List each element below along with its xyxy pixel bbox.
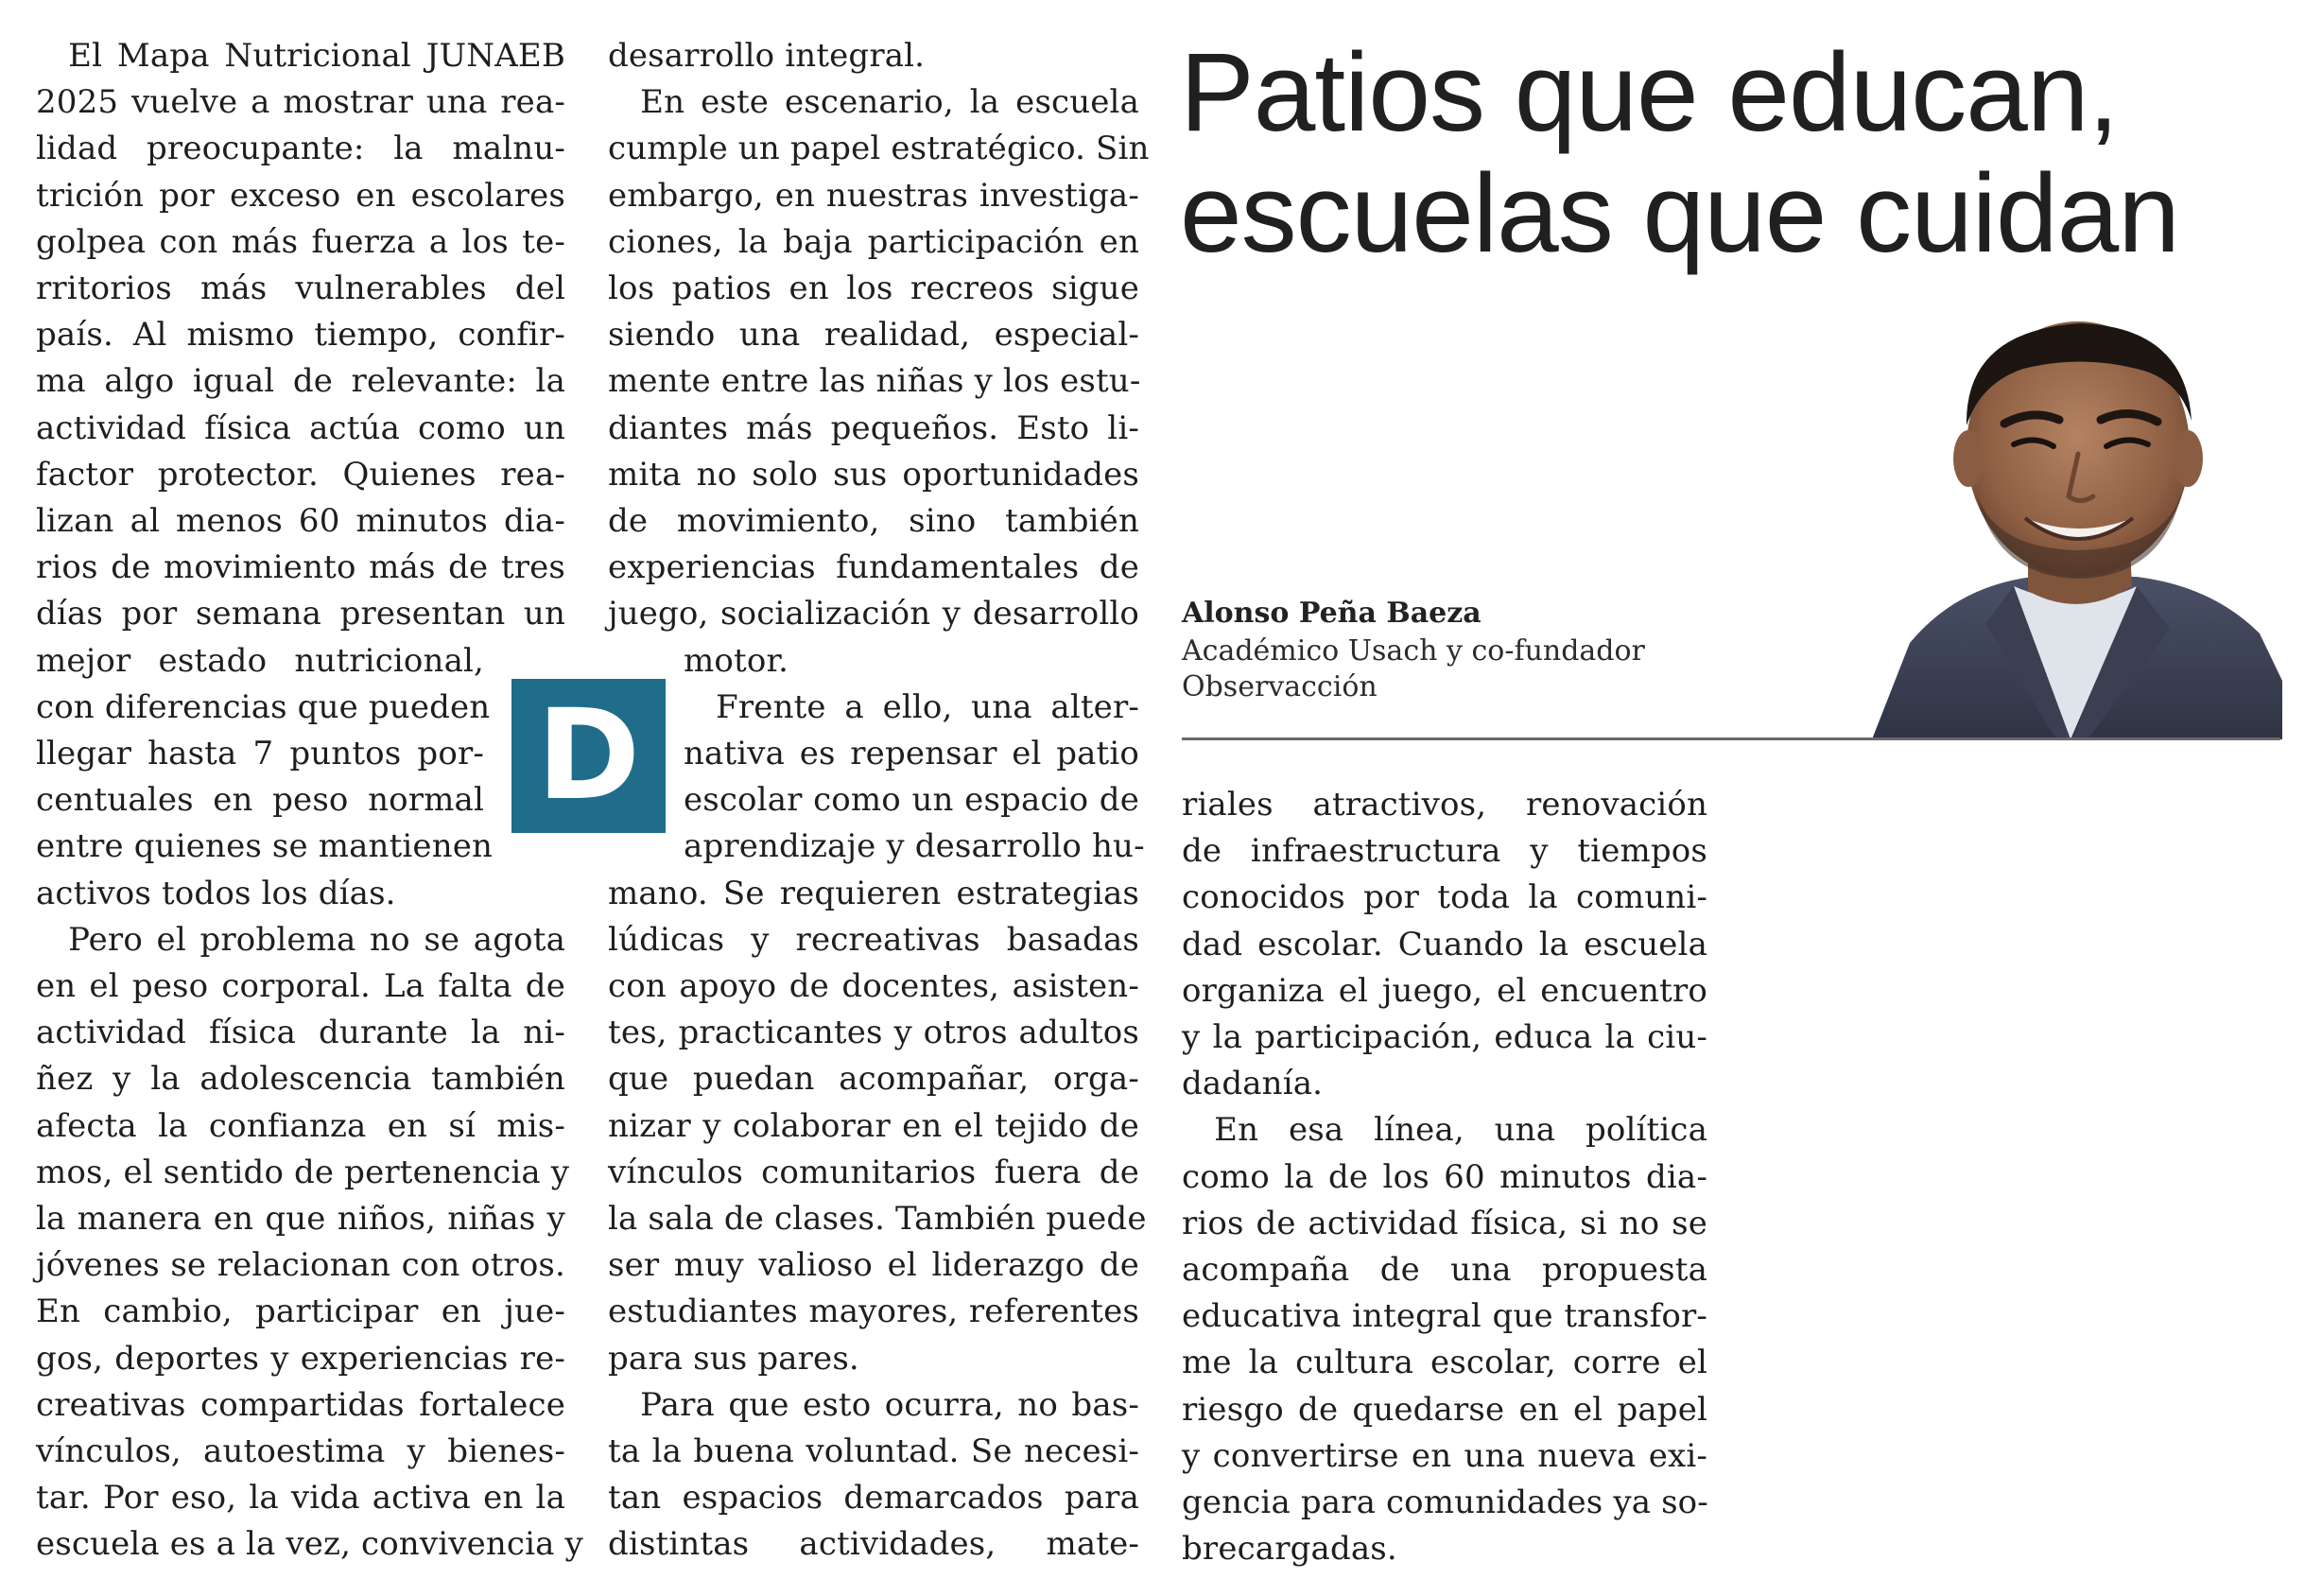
article-line: ciones, la baja participación en — [608, 222, 1139, 261]
article-line: me la cultura escolar, corre el — [1182, 1344, 1707, 1382]
article-line: dadanía. — [1182, 1065, 1324, 1103]
article-line: centuales en peso normal — [36, 781, 484, 820]
article-line: embargo, en nuestras investiga- — [608, 176, 1139, 215]
article-line: aprendizaje y desarrollo hu- — [684, 827, 1145, 866]
article-line: Frente a ello, una alter- — [684, 687, 1139, 726]
article-line: ta la buena voluntad. Se necesi- — [608, 1432, 1139, 1470]
article-headline — [1180, 30, 2179, 276]
article-line: país. Al mismo tiempo, confir- — [36, 316, 565, 355]
article-line: cumple un papel estratégico. Sin — [608, 130, 1150, 168]
article-line: vínculos comunitarios fuera de — [608, 1153, 1139, 1191]
drop-cap: D — [511, 679, 666, 833]
article-line: como la de los 60 minutos dia- — [1182, 1157, 1707, 1196]
article-line: El Mapa Nutricional JUNAEB — [36, 37, 565, 75]
article-line: En cambio, participar en jue- — [36, 1292, 565, 1331]
article-line: días por semana presentan un — [36, 595, 565, 633]
article-line: siendo una realidad, especial- — [608, 316, 1139, 355]
article-line: distintas actividades, mate- — [608, 1525, 1139, 1564]
article-line: En esa línea, una política — [1182, 1111, 1707, 1150]
article-line: jóvenes se relacionan con otros. — [36, 1246, 565, 1285]
article-line: escolar como un espacio de — [684, 781, 1139, 820]
article-line: trición por exceso en escolares — [36, 176, 565, 215]
article-line: con apoyo de docentes, asisten- — [608, 967, 1139, 1005]
article-line: la manera en que niños, niñas y — [36, 1200, 565, 1238]
article-line: ñez y la adolescencia también — [36, 1060, 565, 1099]
headline-line-1: Patios que educan, — [1180, 30, 2119, 155]
author-role-line-1: Académico Usach y co-fundador — [1182, 634, 1645, 668]
article-line: gos, deportes y experiencias re- — [36, 1339, 565, 1378]
article-line: mita no solo sus oportunidades — [608, 455, 1139, 494]
article-line: activos todos los días. — [36, 874, 396, 912]
article-line: mos, el sentido de pertenencia y — [36, 1153, 570, 1191]
article-line: y la participación, educa la ciu- — [1182, 1018, 1707, 1056]
article-line: lidad preocupante: la malnu- — [36, 130, 565, 168]
article-line: ser muy valioso el liderazgo de — [608, 1246, 1139, 1285]
article-line: actividad física durante la ni- — [36, 1014, 565, 1052]
article-line: desarrollo integral. — [608, 37, 926, 75]
headline-line-2: escuelas que cuidan — [1180, 151, 2179, 276]
article-line: rios de actividad física, si no se — [1182, 1204, 1707, 1242]
article-line: llegar hasta 7 puntos por- — [36, 735, 484, 772]
article-line: Pero el problema no se agota — [36, 920, 565, 959]
article-line: rritorios más vulnerables del — [36, 269, 565, 307]
author-divider-rule — [1182, 737, 2280, 740]
article-line: brecargadas. — [1182, 1530, 1397, 1569]
article-line: que puedan acompañar, orga- — [608, 1060, 1139, 1099]
article-line: gencia para comunidades ya so- — [1182, 1483, 1708, 1521]
article-line: rios de movimiento más de tres — [36, 548, 565, 587]
article-line: de infraestructura y tiempos — [1182, 832, 1707, 871]
article-line: en el peso corporal. La falta de — [36, 967, 565, 1005]
article-line: experiencias fundamentales de — [608, 548, 1139, 587]
article-line: afecta la confianza en sí mis- — [36, 1106, 565, 1145]
article-line: organiza el juego, el encuentro — [1182, 971, 1707, 1010]
author-portrait-photo — [1853, 303, 2282, 739]
author-role — [1182, 633, 1645, 705]
article-line: 2025 vuelve a mostrar una rea- — [36, 83, 565, 122]
article-line: de movimiento, sino también — [608, 502, 1139, 540]
article-line: actividad física actúa como un — [36, 408, 565, 447]
article-line: estudiantes mayores, referentes — [608, 1292, 1139, 1331]
article-line: escuela es a la vez, convivencia y — [36, 1525, 583, 1564]
article-line: nizar y colaborar en el tejido de — [608, 1106, 1139, 1145]
article-line: motor. — [684, 641, 789, 680]
article-line: Para que esto ocurra, no bas- — [608, 1385, 1139, 1424]
article-line: entre quienes se mantienen — [36, 827, 494, 866]
article-line: mejor estado nutricional, — [36, 641, 484, 680]
article-line: diantes más pequeños. Esto li- — [608, 408, 1139, 447]
article-line: para sus pares. — [608, 1339, 859, 1378]
article-line: golpea con más fuerza a los te- — [36, 222, 565, 261]
article-line: y convertirse en una nueva exi- — [1182, 1436, 1707, 1475]
article-line: factor protector. Quienes rea- — [36, 455, 565, 494]
article-line: vínculos, autoestima y bienes- — [36, 1432, 565, 1470]
article-line: mano. Se requieren estrategias — [608, 874, 1139, 912]
article-line: educativa integral que transfor- — [1182, 1297, 1707, 1336]
article-line: juego, socialización y desarrollo — [608, 595, 1139, 633]
article-line: tar. Por eso, la vida activa en la — [36, 1479, 565, 1518]
article-line: riales atractivos, renovación — [1182, 786, 1707, 824]
article-line: lizan al menos 60 minutos dia- — [36, 502, 565, 540]
article-line: tes, practicantes y otros adultos — [608, 1014, 1139, 1052]
article-line: En este escenario, la escuela — [608, 83, 1139, 122]
article-line: con diferencias que pueden — [36, 687, 491, 726]
article-line: nativa es repensar el patio — [684, 735, 1139, 772]
article-line: los patios en los recreos sigue — [608, 269, 1139, 307]
author-name: Alonso Peña Baeza — [1182, 597, 1482, 630]
author-portrait-image — [1853, 303, 2282, 739]
article-line: la sala de clases. También puede — [608, 1200, 1147, 1238]
article-line: riesgo de quedarse en el papel — [1182, 1390, 1707, 1429]
article-line: acompaña de una propuesta — [1182, 1251, 1707, 1289]
article-line: tan espacios demarcados para — [608, 1479, 1139, 1518]
article-line: creativas compartidas fortalece — [36, 1385, 565, 1424]
article-line: conocidos por toda la comuni- — [1182, 878, 1707, 917]
article-line: lúdicas y recreativas basadas — [608, 920, 1139, 959]
article-line: dad escolar. Cuando la escuela — [1182, 925, 1707, 963]
article-line: mente entre las niñas y los estu- — [608, 362, 1141, 401]
author-role-line-2: Observacción — [1182, 670, 1378, 703]
article-line: ma algo igual de relevante: la — [36, 362, 565, 401]
